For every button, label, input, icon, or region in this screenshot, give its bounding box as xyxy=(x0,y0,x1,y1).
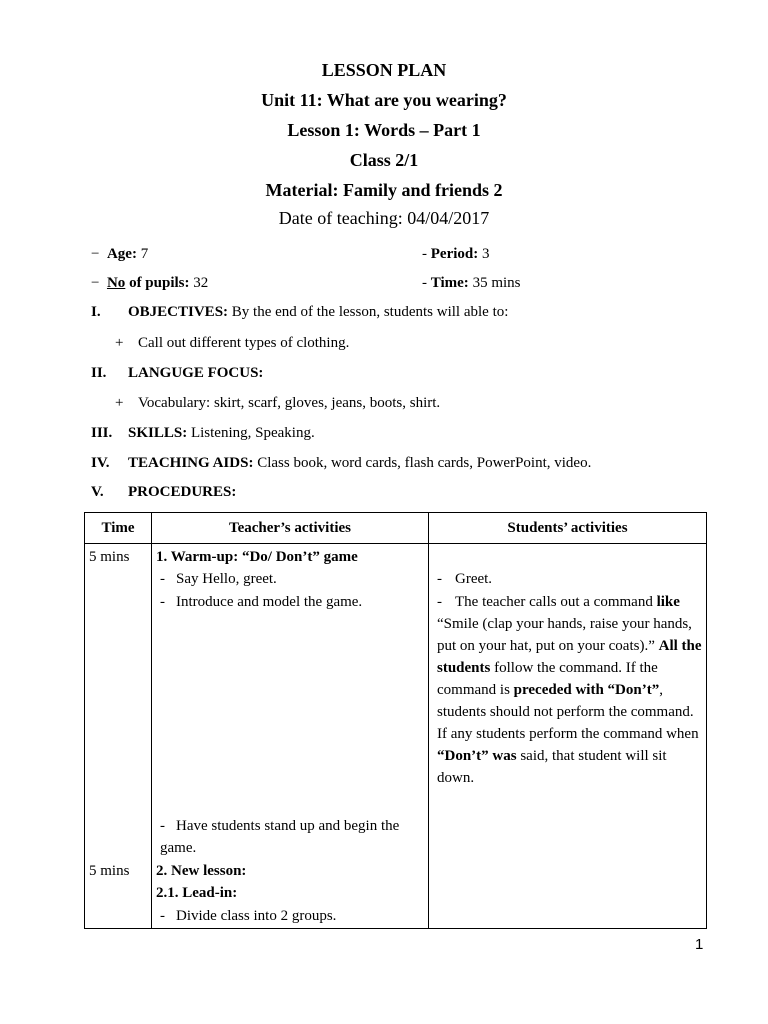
teacher-item: - Divide class into 2 groups. xyxy=(160,908,337,924)
pupils-label: of pupils: xyxy=(125,275,190,291)
leadin-heading: 2.1. Lead-in: xyxy=(156,885,238,901)
language-heading xyxy=(91,364,263,383)
period-line: - Period: 3 xyxy=(422,246,490,262)
period-label: Period: xyxy=(430,246,479,262)
objectives-label: OBJECTIVES: xyxy=(128,304,229,320)
material-title: Material: Family and friends 2 xyxy=(265,180,503,200)
period-value: 3 xyxy=(481,246,490,262)
objectives-heading xyxy=(91,303,508,322)
skills-label: SKILLS: xyxy=(128,425,188,441)
teacher-item: - Introduce and model the game. xyxy=(160,594,363,610)
objectives-num: I. xyxy=(91,304,101,320)
warmup-heading: 1. Warm-up: “Do/ Don’t” game xyxy=(156,549,358,565)
procedures-num: V. xyxy=(91,484,104,500)
doc-title: LESSON PLAN xyxy=(321,60,447,80)
table-header-row xyxy=(85,513,707,544)
pupils-label-no: No xyxy=(106,275,126,291)
header-time: Time xyxy=(85,513,152,544)
time-newlesson: 5 mins xyxy=(89,863,130,879)
time-label: Time: xyxy=(430,275,469,291)
aids-text: Class book, word cards, flash cards, PowerPoint, video. xyxy=(257,455,592,471)
objectives-text: By the end of the lesson, students will able to: xyxy=(231,304,509,320)
skills-num: III. xyxy=(91,425,113,441)
student-item: - The teacher calls out a command like “Smile (clap your hands, raise your hands, put on your hat, put on your coats).” All the students follow the command. If the command is preceded with “Don’t”, students should not perform the command. If any students perform the command when “Don’t” was said, that student will sit down. xyxy=(437,594,702,786)
students-cell xyxy=(429,544,707,929)
student-item: - Greet. xyxy=(437,571,493,587)
table-row xyxy=(85,544,707,929)
objectives-bullet: + Call out different types of clothing. xyxy=(115,335,350,351)
time-cell xyxy=(85,544,152,929)
teacher-cell xyxy=(152,544,429,929)
procedures-heading xyxy=(91,483,236,502)
teacher-item: - Have students stand up and begin the game. xyxy=(160,818,400,856)
unit-title: Unit 11: What are you wearing? xyxy=(261,90,507,110)
skills-text: Listening, Speaking. xyxy=(190,425,315,441)
pupils-value: 32 xyxy=(193,275,209,291)
header-teacher: Teacher’s activities xyxy=(152,513,429,544)
aids-label: TEACHING AIDS: xyxy=(128,455,254,471)
time-value: 35 mins xyxy=(472,275,521,291)
language-bullet: + Vocabulary: skirt, scarf, gloves, jeans, boots, shirt. xyxy=(115,395,441,411)
objectives-bullet-text: Call out different types of clothing. xyxy=(138,335,350,351)
aids-heading xyxy=(91,454,591,473)
language-label: LANGUGE FOCUS: xyxy=(128,365,264,381)
age-value: 7 xyxy=(140,246,149,262)
pupils-line: − No of pupils: 32 xyxy=(91,275,209,291)
age-label: Age: xyxy=(106,246,137,262)
language-bullet-text: Vocabulary: skirt, scarf, gloves, jeans, boots, shirt. xyxy=(138,395,441,411)
teacher-item: - Say Hello, greet. xyxy=(160,571,277,587)
class-title: Class 2/1 xyxy=(349,150,419,170)
teaching-date: Date of teaching: 04/04/2017 xyxy=(278,208,490,228)
newlesson-heading: 2. New lesson: xyxy=(156,863,247,879)
language-num: II. xyxy=(91,365,107,381)
page-number: 1 xyxy=(695,936,704,953)
aids-num: IV. xyxy=(91,455,110,471)
procedures-label: PROCEDURES: xyxy=(128,484,237,500)
time-line: - Time: 35 mins xyxy=(422,275,521,291)
lesson-title: Lesson 1: Words – Part 1 xyxy=(287,120,481,140)
procedures-table xyxy=(84,512,707,929)
header-students: Students’ activities xyxy=(429,513,707,544)
age-line: − Age: 7 xyxy=(91,246,149,262)
time-warmup: 5 mins xyxy=(89,549,130,565)
skills-heading xyxy=(91,424,315,443)
